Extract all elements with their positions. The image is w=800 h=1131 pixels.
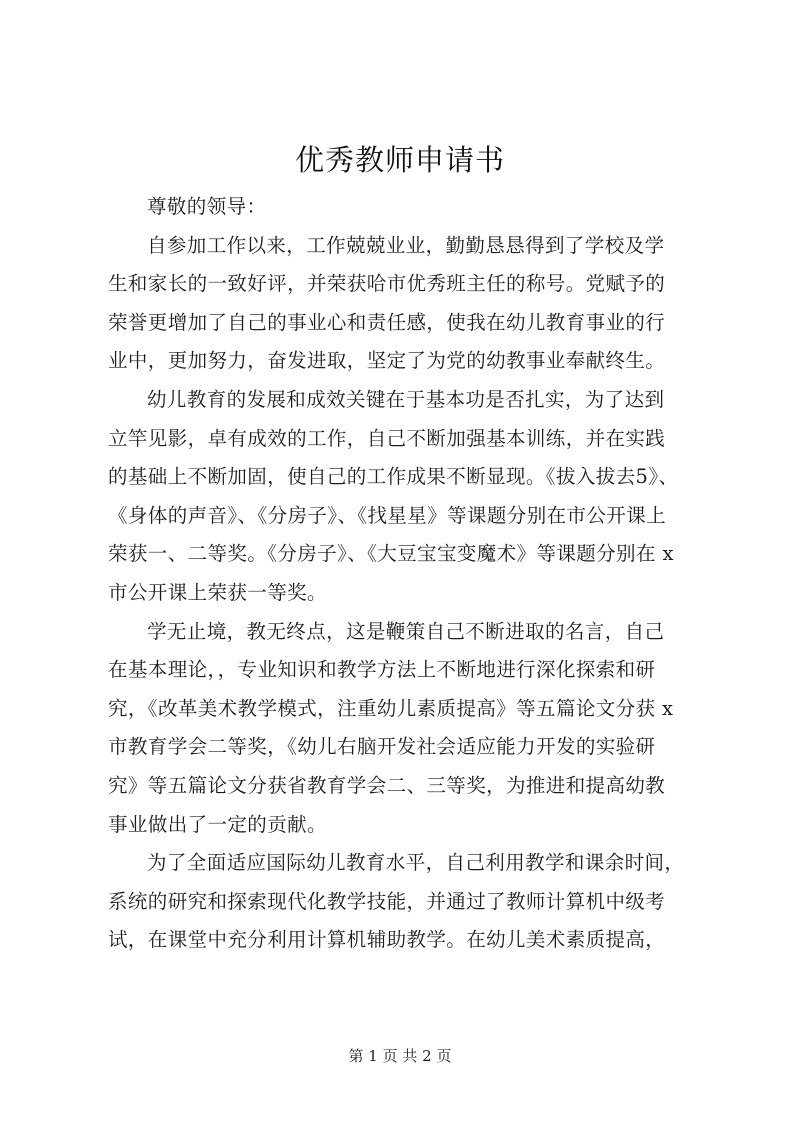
document-body <box>108 188 708 960</box>
paragraph-1-line-2: 生和家长的一致好评，并荣获哈市优秀班主任的称号。党赋予的 <box>108 272 666 296</box>
document-title: 优秀教师申请书 <box>294 143 505 177</box>
paragraph-2-line-1: 幼儿教育的发展和成效关键在于基本功是否扎实，为了达到 <box>147 387 665 411</box>
paragraph-2-line-4: 《身体的声音》、《分房子》、《找星星》等课题分别在市公开课上 <box>108 503 667 527</box>
paragraph-4-line-2: 系统的研究和探索现代化教学技能，并通过了教师计算机中级考 <box>108 889 666 913</box>
paragraph-2-line-2: 立竿见影，卓有成效的工作，自己不断加强基本训练，并在实践 <box>108 426 666 450</box>
paragraph-3-line-5: 究》等五篇论文分获省教育学会二、三等奖，为推进和提高幼教 <box>108 773 666 797</box>
paragraph-3-line-2: 在基本理论，，专业知识和教学方法上不断地进行深化探索和研 <box>108 658 656 682</box>
paragraph-2-line-3: 的基础上不断加固，使自己的工作成果不断显现。《拔入拔去5》、 <box>108 465 679 489</box>
paragraph-3-line-4: 市教育学会二等奖，《幼儿右脑开发社会适应能力开发的实验研 <box>108 735 656 759</box>
paragraph-1-line-4: 业中，更加努力，奋发进取，坚定了为党的幼教事业奉献终生。 <box>108 349 666 373</box>
paragraph-2-line-6: 市公开课上荣获一等奖。 <box>108 580 327 604</box>
paragraph-3-line-6: 事业做出了一定的贡献。 <box>108 812 327 836</box>
paragraph-4-line-3: 试，在课堂中充分利用计算机辅助教学。在幼儿美术素质提高， <box>108 928 666 952</box>
paragraph-3-line-3: 究，《改革美术教学模式，注重幼儿素质提高》等五篇论文分获 x <box>108 696 674 720</box>
salutation-line: 尊敬的领导： <box>147 195 267 218</box>
paragraph-3-line-1: 学无止境，教无终点，这是鞭策自己不断进取的名言，自己 <box>147 619 665 643</box>
paragraph-1-line-3: 荣誉更增加了自己的事业心和责任感，使我在幼儿教育事业的行 <box>108 310 666 334</box>
paragraph-1-line-1: 自参加工作以来，工作兢兢业业，勤勤恳恳得到了学校及学 <box>147 233 665 257</box>
paragraph-2-line-5: 荣获一、二等奖。《分房子》、《大豆宝宝变魔术》等课题分别在 x <box>108 542 674 566</box>
page-number-footer: 第 1 页 共 2 页 <box>348 1047 452 1065</box>
paragraph-4-line-1: 为了全面适应国际幼儿教育水平，自己利用教学和课余时间， <box>147 851 685 875</box>
